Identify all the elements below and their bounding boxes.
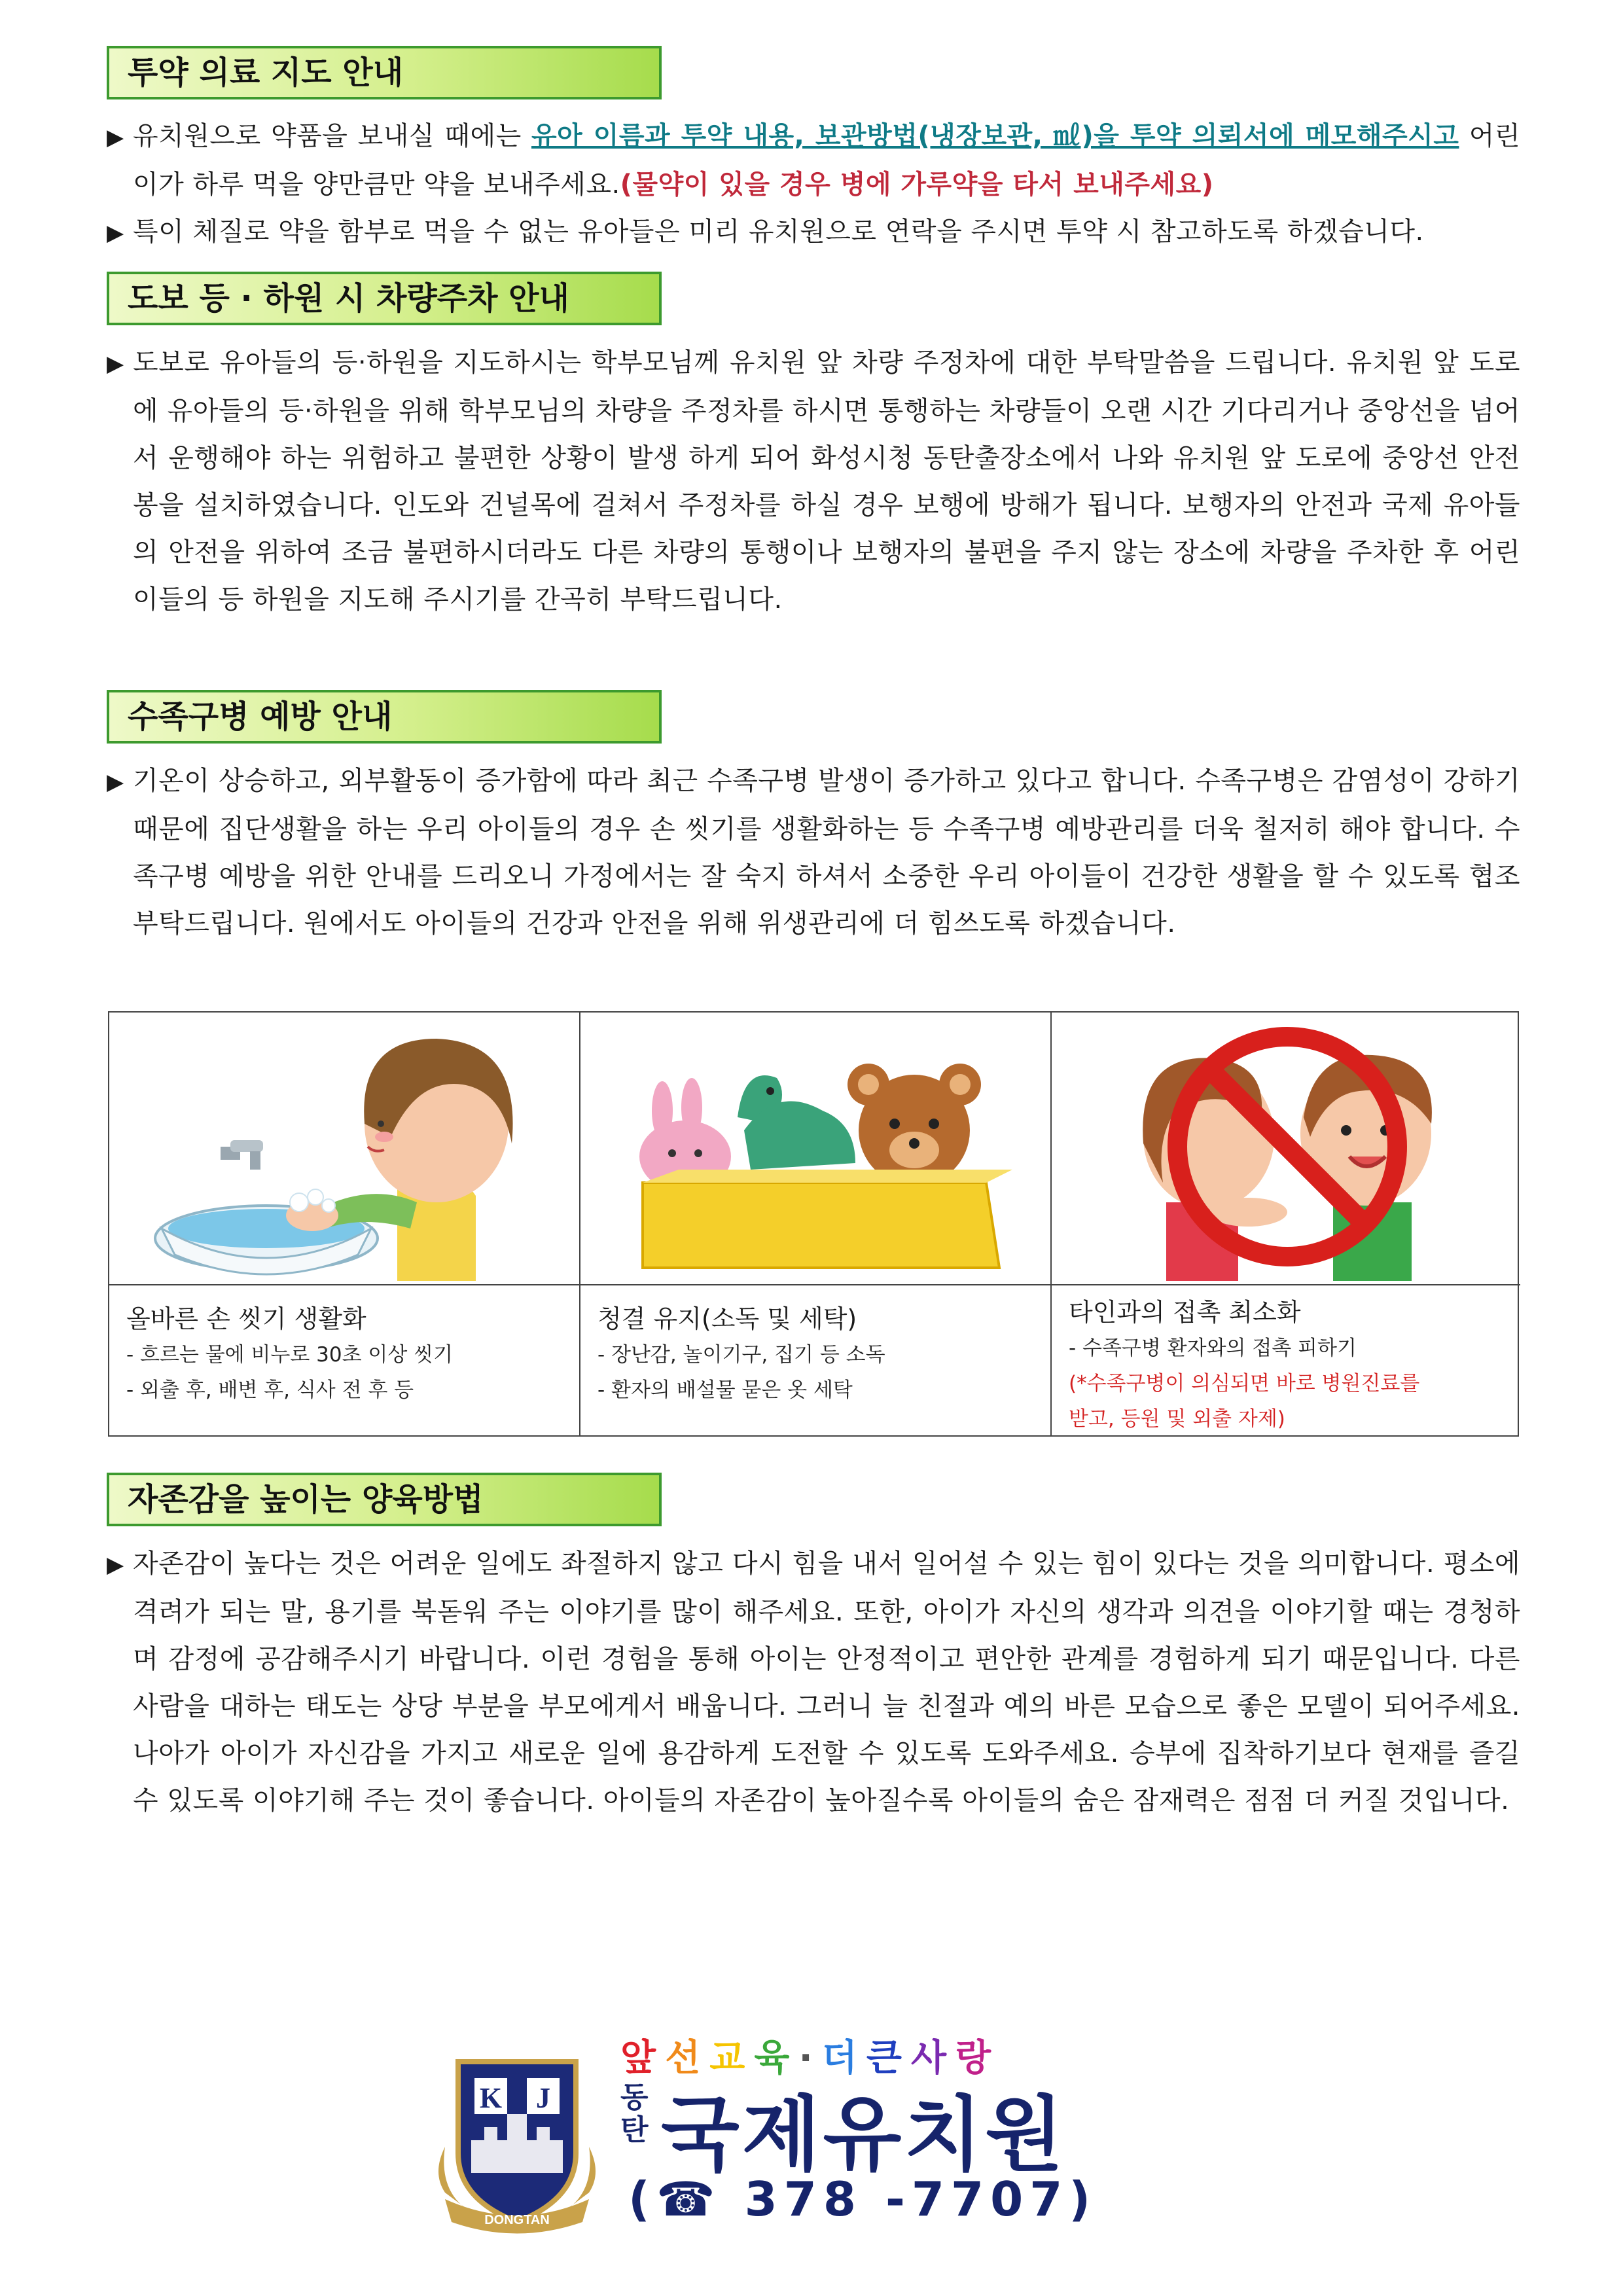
section-body-medication: [107, 113, 1520, 257]
emblem-letter-k: K: [479, 2082, 503, 2114]
slogan-char: 선: [665, 2037, 710, 2079]
prevention-cell-handwashing: [109, 1013, 580, 1435]
text-run: 유치원으로 약품을 보내실 때에는: [133, 121, 531, 151]
prevention-caption: [597, 1294, 1037, 1408]
handwashing-illustration: [109, 1013, 579, 1285]
prevention-caption: [126, 1294, 566, 1408]
prevention-line: - 수족구병 환자와의 접촉 피하기: [1069, 1336, 1357, 1360]
prevention-line: - 환자의 배설물 묻은 옷 세탁: [597, 1378, 853, 1402]
prevention-cell-contact: [1052, 1013, 1520, 1435]
paragraph: [107, 1540, 1520, 1824]
section-title-self-esteem: 자존감을 높이는 양육방법: [107, 1473, 662, 1526]
section-title-medication: 투약 의료 지도 안내: [107, 46, 662, 99]
school-name: 국제유치원: [661, 2088, 1066, 2182]
arrow-bullet: ▶: [107, 1552, 124, 1578]
emblem-ribbon-text: DONGTAN: [484, 2213, 550, 2227]
phone-number: (☎ 378 -7707): [628, 2172, 1097, 2227]
slogan-char: 랑: [955, 2037, 1001, 2079]
school-location: [620, 2081, 649, 2147]
slogan-char: 교: [709, 2037, 755, 2079]
school-emblem: [432, 2042, 602, 2238]
prevention-warning: (*수족구병이 의심되면 바로 병원진료를: [1069, 1372, 1420, 1395]
no-contact-illustration: [1052, 1013, 1520, 1285]
paragraph: [107, 113, 1520, 208]
text-run: 기온이 상승하고, 외부활동이 증가함에 따라 최근 수족구병 발생이 증가하고 있다고 합니다. 수족구병은 감염성이 강하기 때문에 집단생활을 하는 우리 아이들의 경우 손 씻기를 생활화하는 등 수족구병 예방관리를 더욱 철저히 해야 합니다. 수족구병 예방을 위한 안내를 드리오니 가정에서는 잘 숙지 하셔서 소중한 우리 아이들이 건강한 생활을 할 수 있도록 협조 부탁드립니다. 원에서도 아이들의 건강과 안전을 위해 위생관리에 더 힘쓰도록 하겠습니다.: [133, 766, 1520, 939]
slogan-char: ·: [798, 2037, 822, 2079]
paragraph: [107, 208, 1520, 257]
slogan-char: 사: [910, 2037, 956, 2079]
prevention-table: [108, 1011, 1519, 1437]
prevention-line: - 흐르는 물에 비누로 30초 이상 씻기: [126, 1343, 454, 1367]
paragraph: [107, 339, 1520, 623]
highlight-red-text: (물약이 있을 경우 병에 가루약을 타서 보내주세요): [620, 170, 1214, 200]
location-char: 탄: [620, 2113, 649, 2147]
paragraph: [107, 757, 1520, 947]
emblem-letter-j: J: [536, 2082, 550, 2114]
prevention-line: - 장난감, 놀이기구, 집기 등 소독: [597, 1343, 885, 1367]
prevention-title: 청결 유지(소독 및 세탁): [597, 1304, 857, 1333]
toybox-illustration: [580, 1013, 1050, 1285]
text-run: 어린이가 하루 먹을 양만큼만 약을 보내주세요.: [133, 121, 1520, 200]
prevention-warning: 받고, 등원 및 외출 자제): [1069, 1407, 1285, 1431]
arrow-bullet: ▶: [107, 124, 124, 151]
section-title-parking: 도보 등 · 하원 시 차량주차 안내: [107, 272, 662, 325]
section-body-self-esteem: [107, 1540, 1520, 1824]
prevention-line: - 외출 후, 배변 후, 식사 전 후 등: [126, 1378, 414, 1402]
highlight-teal-text: 유아 이름과 투약 내용, 보관방법(냉장보관, ㎖)을 투약 의뢰서에 메모해주시고: [531, 121, 1459, 151]
slogan-char: 앞: [620, 2037, 666, 2079]
arrow-bullet: ▶: [107, 351, 124, 377]
section-body-hfmd: [107, 757, 1520, 947]
text-run: 도보로 유아들의 등·하원을 지도하시는 학부모님께 유치원 앞 차량 주정차에 대한 부탁말씀을 드립니다. 유치원 앞 도로에 유아들의 등·하원을 위해 학부모님의 차량을 주정차를 하시면 통행하는 차량들이 오랜 시간 기다리거나 중앙선을 넘어서 운행해야 하는 위험하고 불편한 상황이 발생 하게 되어 화성시청 동탄출장소에서 나와 유치원 앞 도로에 중앙선 안전봉을 설치하였습니다. 인도와 건널목에 걸쳐서 주정차를 하실 경우 보행에 방해가 됩니다. 보행자의 안전과 국제 유아들의 안전을 위하여 조금 불편하시더라도 다른 차량의 통행이나 보행자의 불편을 주지 않는 장소에 차량을 주차한 후 어린이들의 등 하원을 지도해 주시기를 간곡히 부탁드립니다.: [133, 348, 1520, 615]
slogan-char: 육: [754, 2037, 799, 2079]
slogan-char: 더: [821, 2037, 866, 2079]
arrow-bullet: ▶: [107, 769, 124, 795]
arrow-bullet: ▶: [107, 220, 124, 246]
prevention-title: 타인과의 접촉 최소화: [1069, 1298, 1301, 1327]
section-body-parking: [107, 339, 1520, 623]
location-char: 동: [620, 2081, 649, 2114]
prevention-cell-cleanliness: [580, 1013, 1052, 1435]
slogan-char: 큰: [866, 2037, 911, 2079]
prevention-caption: [1069, 1294, 1507, 1437]
text-run: 특이 체질로 약을 함부로 먹을 수 없는 유아들은 미리 유치원으로 연락을 주시면 투약 시 참고하도록 하겠습니다.: [133, 217, 1424, 247]
prevention-title: 올바른 손 씻기 생활화: [126, 1304, 366, 1333]
section-title-hfmd: 수족구병 예방 안내: [107, 690, 662, 744]
text-run: 자존감이 높다는 것은 어려운 일에도 좌절하지 않고 다시 힘을 내서 일어설 수 있는 힘이 있다는 것을 의미합니다. 평소에 격려가 되는 말, 용기를 북돋워 주는 이야기를 많이 해주세요. 또한, 아이가 자신의 생각과 의견을 이야기할 때는 경청하며 감정에 공감해주시기 바랍니다. 이런 경험을 통해 아이는 안정적이고 편안한 관계를 경험하게 되기 때문입니다. 다른 사람을 대하는 태도는 상당 부분을 부모에게서 배웁니다. 그러니 늘 친절과 예의 바른 모습으로 좋은 모델이 되어주세요. 나아가 아이가 자신감을 가지고 새로운 일에 용감하게 도전할 수 있도록 도와주세요. 승부에 집착하기보다 현재를 즐길 수 있도록 이야기해 주는 것이 좋습니다. 아이들의 자존감이 높아질수록 아이들의 숨은 잠재력은 점점 더 커질 것입니다.: [133, 1549, 1520, 1816]
